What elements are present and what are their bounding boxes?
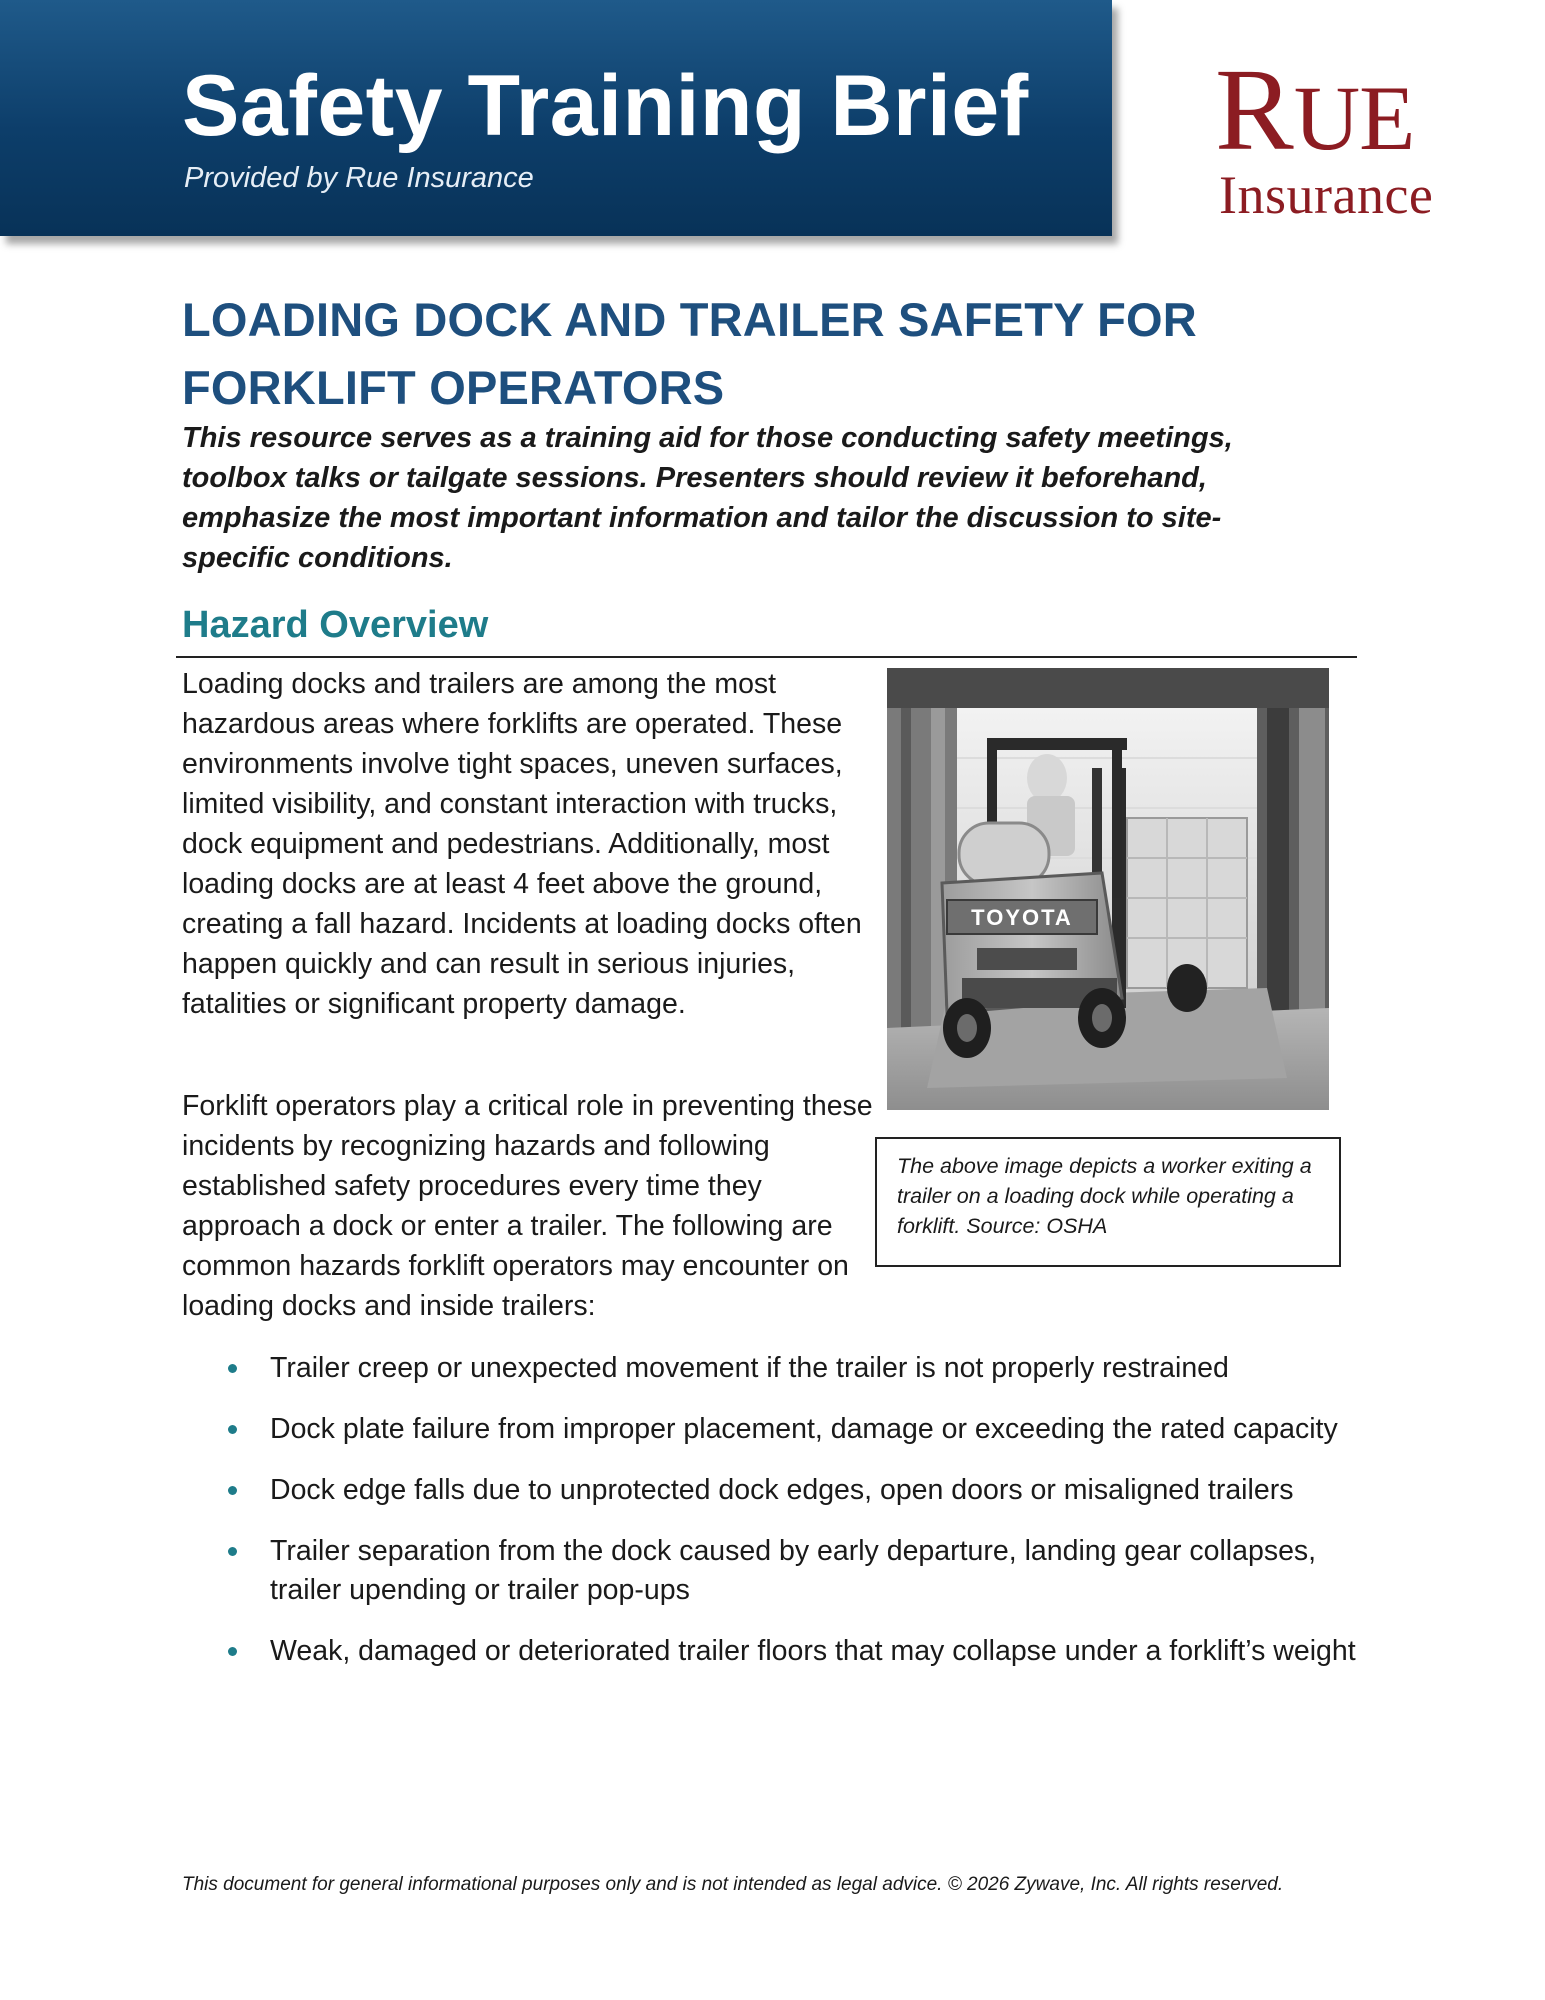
bullet-dot (228, 1364, 237, 1373)
bullet-dot (228, 1425, 237, 1434)
list-item-text: Dock edge falls due to unprotected dock edges, open doors or misaligned trailers (270, 1474, 1294, 1506)
list-item (182, 1471, 1362, 1510)
logo-insurance-text: Insurance (1219, 165, 1434, 225)
logo-small-letters: UE (1293, 67, 1415, 169)
section-heading: Hazard Overview (182, 604, 489, 646)
list-item (182, 1349, 1362, 1388)
bullet-dot (228, 1547, 237, 1556)
bullet-dot (228, 1486, 237, 1495)
photo-caption-box (875, 1137, 1341, 1267)
forklift-photo (887, 668, 1329, 1110)
intro-text: This resource serves as a training aid for those conducting safety meetings, toolbox talks or tailgate sessions. Presenters should review it beforehand, emphasize the most important information and tailor the discussion to site-specific conditions. (182, 422, 1233, 574)
forklift-brand-label: TOYOTA (971, 905, 1073, 930)
banner-subtitle: Provided by Rue Insurance (184, 162, 534, 194)
list-item-text: Weak, damaged or deteriorated trailer floors that may collapse under a forklift’s weight (270, 1635, 1356, 1667)
list-item (182, 1632, 1362, 1671)
bullet-dot (228, 1647, 237, 1656)
list-item-text: Trailer separation from the dock caused by early departure, landing gear collapses, trailer upending or trailer pop-ups (270, 1535, 1317, 1606)
header-banner (0, 0, 1112, 236)
list-item (182, 1532, 1362, 1610)
photo-caption: The above image depicts a worker exiting a trailer on a loading dock while operating a forklift. Source: OSHA (897, 1154, 1312, 1238)
rue-insurance-logo (1215, 44, 1475, 225)
logo-big-letter: R (1215, 44, 1294, 175)
document-title: LOADING DOCK AND TRAILER SAFETY FOR FORKLIFT OPERATORS (182, 293, 1197, 414)
banner-title: Safety Training Brief (182, 58, 1029, 154)
paragraph-hazard-overview: Loading docks and trailers are among the most hazardous areas where forklifts are operated. These environments involve tight spaces, uneven surfaces, limited visibility, and constant interaction with trucks, dock equipment and pedestrians. Additionally, most loading docks are at least 4 feet above the ground, creating a fall hazard. Incidents at loading docks often happen quickly and can result in serious injuries, fatalities or significant property damage. (182, 668, 862, 1020)
section-divider (176, 656, 1357, 658)
footer-disclaimer: This document for general informational purposes only and is not intended as legal advice. © 2026 Zywave, Inc. All rights reserved. (182, 1874, 1284, 1895)
list-item-text: Dock plate failure from improper placement, damage or exceeding the rated capacity (270, 1413, 1338, 1445)
hazard-list (182, 1349, 1362, 1693)
paragraph-operator-role: Forklift operators play a critical role in preventing these incidents by recognizing hazards and following established safety procedures every time they approach a dock or enter a trailer. The following are common hazards forklift operators may encounter on loading docks and inside trailers: (182, 1090, 873, 1322)
list-item (182, 1410, 1362, 1449)
list-item-text: Trailer creep or unexpected movement if the trailer is not properly restrained (270, 1352, 1229, 1384)
forklift-illustration (887, 668, 1329, 1110)
